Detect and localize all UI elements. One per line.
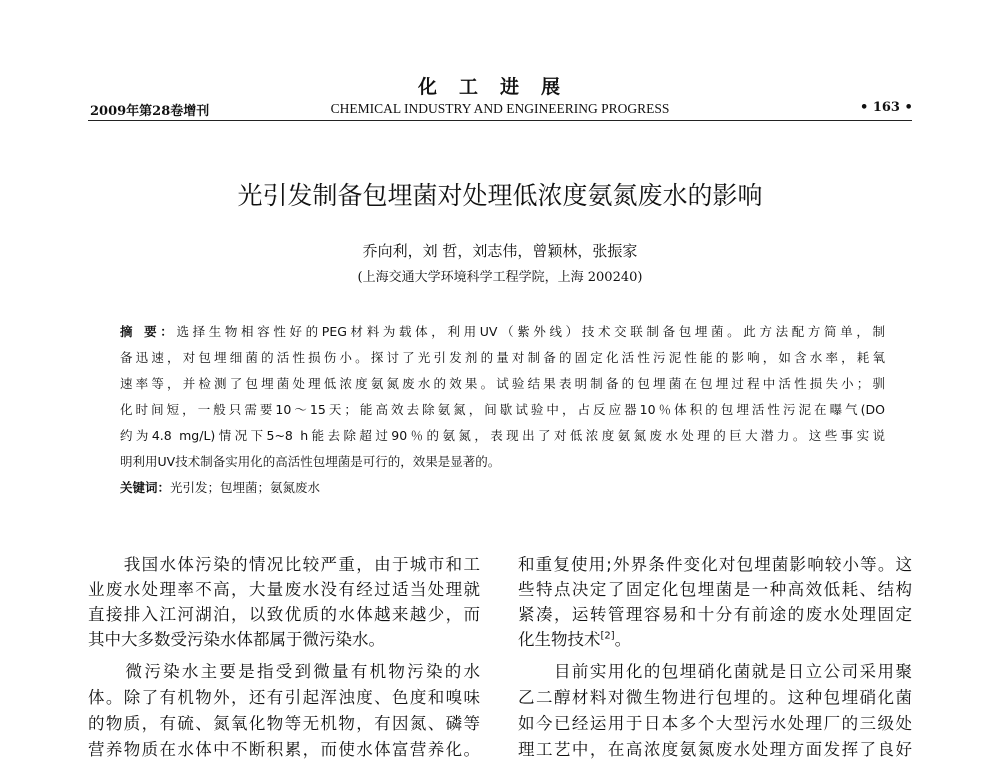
body-line: 直接排入江河湖泊，以致优质的水体越来越少，而 xyxy=(88,605,480,624)
abstract-line: 约为4.8 mg/L)情况下5~8 h能去除超过90％的氨氮，表现出了对低浓度氨氮废水处理的巨大潜力。这些事实说 xyxy=(120,428,885,443)
abstract-line: 化时间短，一般只需要10～15天；能高效去除氨氮，间歇试验中，占反应器10％体积的包埋活性污泥在曝气(DO xyxy=(120,402,885,417)
abstract-line: 明利用UV技术制备实用化的高活性包埋菌是可行的，效果是显著的。 xyxy=(120,454,501,469)
body-line xyxy=(518,626,912,650)
journal-name-cn: 化工进展 xyxy=(417,76,582,98)
body-text: 化生物技术 xyxy=(518,630,601,649)
journal-name-en: CHEMICAL INDUSTRY AND ENGINEERING PROGRESS xyxy=(330,101,670,116)
body-line: 业废水处理率不高，大量废水没有经过适当处理就 xyxy=(88,580,480,599)
body-line: 营养物质在水体中不断积累，而使水体富营养化。 xyxy=(88,740,480,759)
issue-info: 2009年第28卷增刊 xyxy=(90,104,210,119)
body-line: 乙二醇材料对微生物进行包埋的。这种包埋硝化菌 xyxy=(518,688,912,707)
authors: 乔向利，刘 哲，刘志伟，曾颖林，张振家 xyxy=(362,242,638,260)
page-number: • 163 • xyxy=(860,100,913,115)
abstract-line: 速率等，并检测了包埋菌处理低浓度氨氮废水的效果。试验结果表明制备的包埋菌在包埋过程中活性损失小；驯 xyxy=(120,376,885,391)
body-line: 如今已经运用于日本多个大型污水处理厂的三级处 xyxy=(518,714,912,733)
affiliation: (上海交通大学环境科学工程学院，上海 200240) xyxy=(357,270,643,285)
body-line: 和重复使用;外界条件变化对包埋菌影响较小等。这 xyxy=(518,555,912,574)
body-line: 些特点决定了固定化包埋菌是一种高效低耗、结构 xyxy=(518,580,912,599)
abstract-label: 摘 要： xyxy=(120,324,177,339)
abstract-line: 备迅速，对包埋细菌的活性损伤小。探讨了光引发剂的量对制备的固定化活性污泥性能的影响，如含水率，耗氧 xyxy=(120,350,885,365)
paper-title: 光引发制备包埋菌对处理低浓度氨氮废水的影响 xyxy=(237,181,763,210)
body-line: 我国水体污染的情况比较严重，由于城市和工 xyxy=(88,555,480,574)
body-line: 的物质，有硫、氮氧化物等无机物，有因氮、磷等 xyxy=(88,714,480,733)
citation: [2] xyxy=(600,630,615,642)
header-rule xyxy=(88,120,912,121)
abstract-line xyxy=(120,322,885,340)
keywords xyxy=(120,478,885,496)
body-line: 微污染水主要是指受到微量有机物污染的水 xyxy=(88,662,480,681)
body-line: 紧凑，运转管理容易和十分有前途的废水处理固定 xyxy=(518,605,912,624)
body-line: 目前实用化的包埋硝化菌就是日立公司采用聚 xyxy=(518,662,912,681)
body-line: 体。除了有机物外，还有引起浑浊度、色度和嗅味 xyxy=(88,688,480,707)
keywords-label: 关键词： xyxy=(120,480,171,495)
body-text: 。 xyxy=(614,630,632,649)
body-line: 其中大多数受污染水体都属于微污染水。 xyxy=(88,630,385,649)
keywords-text: 光引发；包埋菌；氨氮废水 xyxy=(170,480,321,495)
abstract-text: 选择生物相容性好的PEG材料为载体，利用UV（紫外线）技术交联制备包埋菌。此方法配方简单，制 xyxy=(176,324,885,339)
body-line: 理工艺中，在高浓度氨氮废水处理方面发挥了良好 xyxy=(518,740,912,759)
